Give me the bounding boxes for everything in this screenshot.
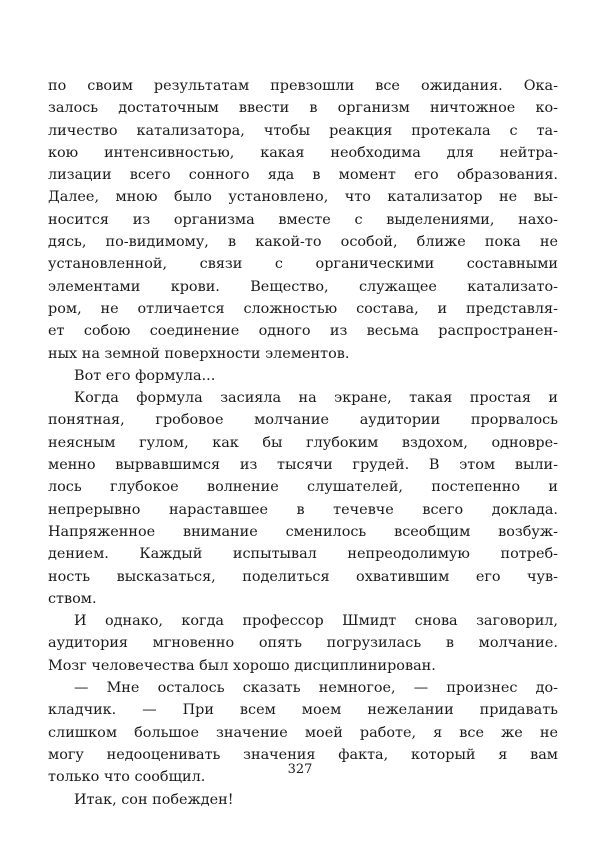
text-line: элементами крови. Вещество, служащее катализато- bbox=[48, 278, 558, 295]
paragraph bbox=[48, 365, 558, 387]
text-line: Итак, сон побежден! bbox=[74, 791, 234, 808]
text-line: ет собою соединение одного из весьма распространен- bbox=[48, 323, 558, 340]
text-line: дясь, по-видимому, в какой-то особой, ближе пока не bbox=[48, 234, 558, 251]
text-line: носится из организма вместе с выделениями, нахо- bbox=[48, 211, 558, 228]
paragraph bbox=[48, 610, 558, 677]
paragraph bbox=[48, 789, 558, 811]
paragraph bbox=[48, 75, 558, 365]
text-line: Вот его формула... bbox=[74, 367, 216, 384]
text-line: лизации всего сонного яда в момент его образования. bbox=[48, 167, 558, 184]
text-line: по своим результатам превзошли все ожидания. Ока- bbox=[48, 78, 558, 94]
text-line: — Мне осталось сказать немногое, — произнес до- bbox=[74, 680, 558, 697]
text-line: кою интенсивностью, какая необходима для нейтра- bbox=[48, 144, 558, 161]
text-line: Когда формула засияла на экране, такая простая и bbox=[74, 390, 558, 407]
text-line: аудитория мгновенно опять погрузилась в молчание. bbox=[48, 635, 558, 652]
text-line: только что сообщил. bbox=[48, 769, 206, 786]
text-line: личество катализатора, чтобы реакция протекала с та- bbox=[48, 122, 558, 139]
text-line: ных на земной поверхности элементов. bbox=[48, 345, 350, 362]
paragraph bbox=[48, 387, 558, 610]
page-text bbox=[48, 75, 558, 811]
text-line: залось достаточным ввести в организм ничтожное ко- bbox=[48, 100, 558, 117]
text-line: ством. bbox=[48, 590, 97, 607]
text-line: ность высказаться, поделиться охватившим его чув- bbox=[48, 568, 558, 585]
text-line: Мозг человечества был хорошо дисциплинирован. bbox=[48, 657, 436, 674]
text-line: кладчик. — При всем моем нежелании придавать bbox=[48, 702, 558, 719]
text-line: установленной, связи с органическими составными bbox=[48, 256, 558, 273]
page-number: 327 bbox=[287, 762, 313, 777]
text-line: Напряженное внимание сменилось всеобщим возбуж- bbox=[48, 523, 558, 540]
text-line: Далее, мною было установлено, что катализатор не вы- bbox=[48, 189, 558, 206]
text-line: ром, не отличается сложностью состава, и представля- bbox=[48, 300, 558, 317]
text-line: лось глубокое волнение слушателей, постепенно и bbox=[48, 479, 558, 496]
text-line: И однако, когда профессор Шмидт снова заговорил, bbox=[74, 613, 558, 630]
text-line: менно вырвавшимся из тысячи грудей. В этом выли- bbox=[48, 457, 558, 474]
text-line: могу недооценивать значения факта, который я вам bbox=[48, 746, 558, 763]
text-line: дением. Каждый испытывал непреодолимую потреб- bbox=[48, 546, 558, 563]
text-line: слишком большое значение моей работе, я все же не bbox=[48, 724, 558, 741]
text-line: непрерывно нараставшее в течевче всего доклада. bbox=[48, 501, 558, 518]
text-line: понятная, гробовое молчание аудитории прорвалось bbox=[48, 412, 558, 429]
text-line: неясным гулом, как бы глубоким вздохом, одновре- bbox=[48, 434, 558, 451]
